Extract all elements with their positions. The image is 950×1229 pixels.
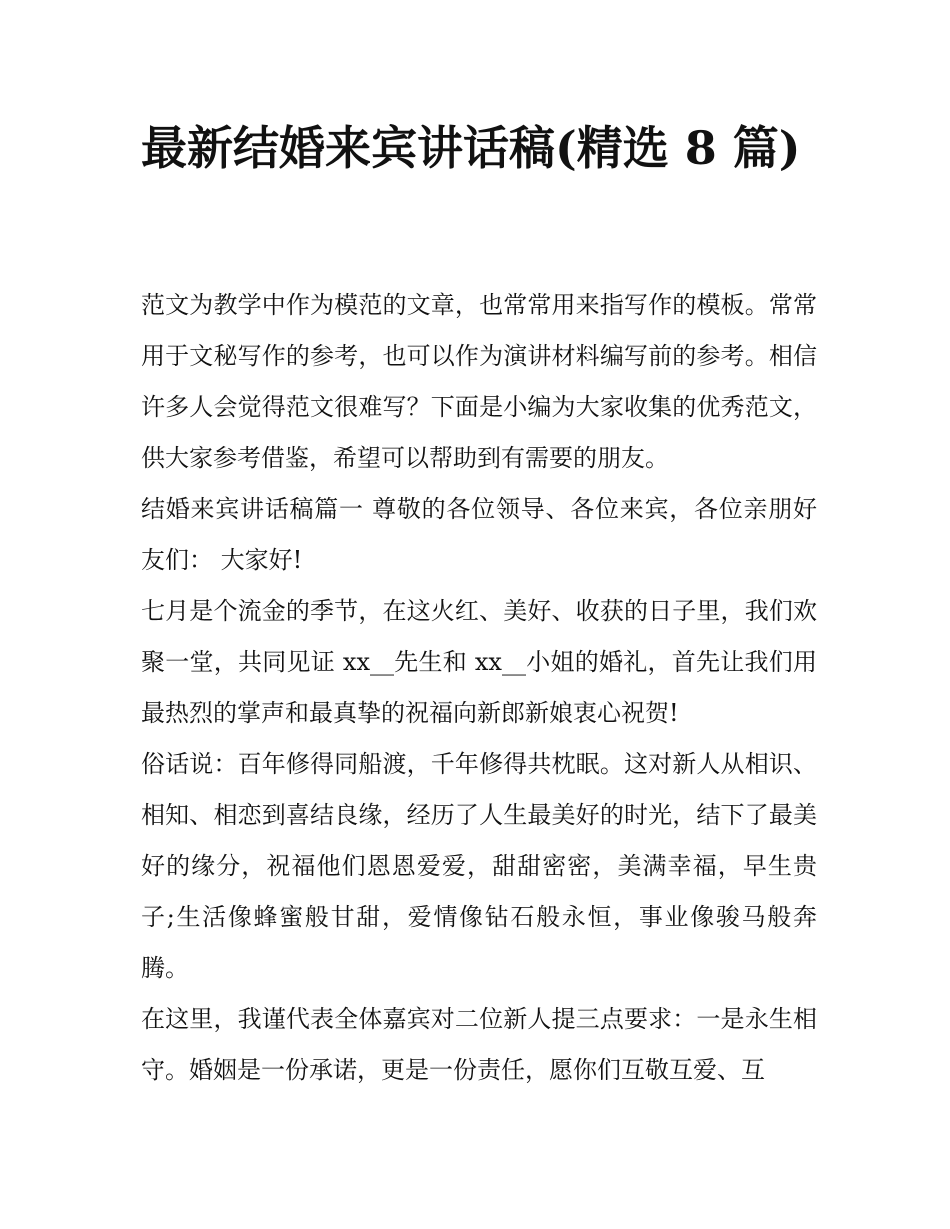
document-title: 最新结婚来宾讲话稿(精选 8 篇) [141, 121, 801, 175]
paragraph-requests: 在这里，我谨代表全体嘉宾对二位新人提三点要求：一是永生相守。婚姻是一份承诺，更是一份责任，愿你们互敬互爱、互 [141, 1005, 817, 1084]
paragraph-proverb: 俗话说：百年修得同船渡，千年修得共枕眠。这对新人从相识、相知、相恋到喜结良缘，经历了人生最美好的时光，结下了最美好的缘分，祝福他们恩恩爱爱，甜甜密密，美满幸福，早生贵子;生活像蜂蜜般甘甜，爱情像钻石般永恒，事业像骏马般奔腾。 [141, 750, 817, 982]
paragraph-july: 七月是个流金的季节，在这火红、美好、收获的日子里，我们欢聚一堂，共同见证 xx__先生和 xx__小姐的婚礼，首先让我们用最热烈的掌声和最真挚的祝福向新郎新娘衷心祝贺! [141, 597, 817, 727]
paragraph-intro: 范文为教学中作为模范的文章，也常常用来指写作的模板。常常用于文秘写作的参考，也可以作为演讲材料编写前的参考。相信许多人会觉得范文很难写？下面是小编为大家收集的优秀范文，供大家参考借鉴，希望可以帮助到有需要的朋友。 [141, 291, 817, 472]
document-body [141, 280, 817, 1096]
paragraph-greeting: 结婚来宾讲话稿篇一 尊敬的各位领导、各位来宾，各位亲朋好友们： 大家好! [141, 495, 817, 574]
